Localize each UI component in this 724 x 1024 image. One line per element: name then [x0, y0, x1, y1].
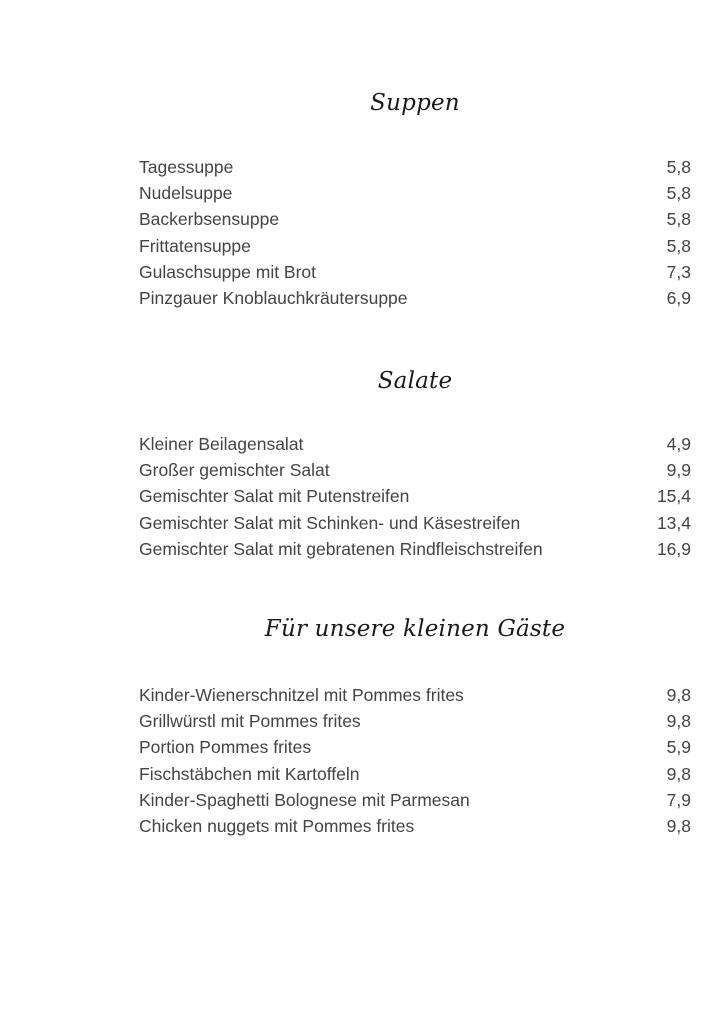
item-price: 13,4 [656, 512, 691, 533]
item-name: Nudelsuppe [139, 183, 233, 204]
item-price: 4,9 [666, 434, 691, 454]
item-list [139, 431, 691, 562]
menu-item [139, 787, 691, 813]
menu-item [139, 259, 691, 285]
section-title: Salate [377, 368, 453, 394]
menu-item [139, 483, 691, 509]
section-title: Für unsere kleinen Gäste [264, 616, 566, 642]
menu-item [139, 536, 691, 562]
item-price: 9,8 [666, 763, 691, 784]
item-price: 5,8 [666, 235, 691, 256]
item-price: 7,3 [666, 261, 691, 282]
item-price: 6,9 [666, 287, 691, 308]
item-name: Gulaschsuppe mit Brot [139, 261, 317, 282]
item-name: Gemischter Salat mit Putenstreifen [139, 486, 410, 507]
menu-item [139, 180, 691, 206]
menu-item [139, 457, 691, 483]
item-price: 16,9 [656, 538, 691, 559]
item-price: 5,8 [666, 183, 691, 204]
menu-item [139, 431, 691, 457]
item-name: Gemischter Salat mit gebratenen Rindfleischstreifen [139, 538, 543, 559]
item-name: Grillwürstl mit Pommes frites [139, 711, 361, 732]
item-price: 5,8 [666, 209, 691, 230]
item-name: Kinder-Wienerschnitzel mit Pommes frites [139, 685, 464, 705]
menu-item [139, 813, 691, 839]
menu-item [139, 708, 691, 734]
menu-item [139, 734, 691, 760]
item-price: 5,9 [666, 737, 691, 758]
item-name: Kleiner Beilagensalat [139, 434, 304, 454]
item-name: Backerbsensuppe [139, 209, 280, 230]
menu-item [139, 233, 691, 259]
item-name: Großer gemischter Salat [139, 460, 330, 481]
item-name: Frittatensuppe [139, 235, 251, 256]
menu-item [139, 761, 691, 787]
menu-item [139, 285, 691, 311]
item-name: Pinzgauer Knoblauchkräutersuppe [139, 287, 408, 308]
item-name: Chicken nuggets mit Pommes frites [139, 815, 415, 836]
item-list [139, 154, 691, 311]
item-price: 9,8 [666, 711, 691, 732]
section-title: Suppen [370, 90, 460, 116]
menu-item [139, 682, 691, 708]
menu-item [139, 154, 691, 180]
item-name: Gemischter Salat mit Schinken- und Käsestreifen [139, 512, 521, 533]
item-price: 5,8 [666, 157, 691, 177]
menu-item [139, 510, 691, 536]
item-price: 9,8 [666, 815, 691, 836]
item-price: 9,8 [666, 685, 691, 705]
item-price: 7,9 [666, 789, 691, 810]
item-price: 9,9 [666, 460, 691, 481]
item-name: Kinder-Spaghetti Bolognese mit Parmesan [139, 789, 470, 810]
item-list [139, 682, 691, 839]
item-name: Fischstäbchen mit Kartoffeln [139, 763, 360, 784]
item-name: Tagessuppe [139, 157, 234, 177]
item-name: Portion Pommes frites [139, 737, 312, 758]
menu-item [139, 206, 691, 232]
item-price: 15,4 [656, 486, 691, 507]
